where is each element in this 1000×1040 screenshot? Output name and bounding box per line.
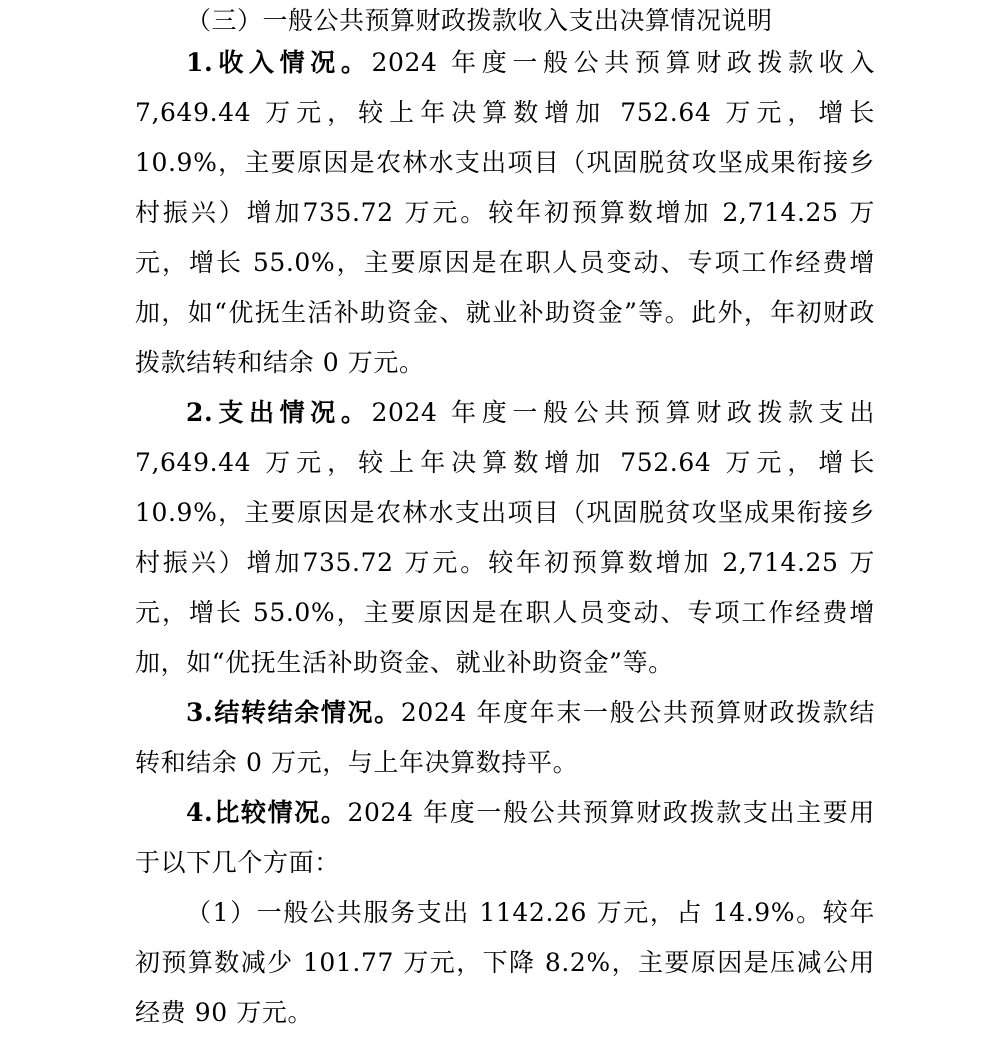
paragraph-item-general-public-services: （1）一般公共服务支出 1142.26 万元，占 14.9%。较年初预算数减少 101.77 万元，下降 8.2%，主要原因是压减公用经费 90 万元。 (135, 898, 875, 1027)
paragraph-comparison-lead: 4.比较情况。 (186, 798, 348, 827)
paragraph-comparison-text: 2024 年度一般公共预算财政拨款支出主要用于以下几个方面： (135, 798, 875, 877)
document-page (135, 0, 875, 1038)
paragraph-comparison (135, 788, 875, 888)
section-heading: （三）一般公共预算财政拨款收入支出决算情况说明 (186, 6, 773, 35)
paragraph-expenditure (135, 388, 875, 688)
paragraph-income (135, 38, 875, 388)
paragraph-carryover-lead: 3.结转结余情况。 (186, 698, 401, 727)
paragraph-carryover (135, 688, 875, 788)
paragraph-expenditure-text: 2024 年度一般公共预算财政拨款支出 7,649.44 万元，较上年决算数增加 752.64 万元，增长 10.9%，主要原因是农林水支出项目（巩固脱贫攻坚成果衔接乡村振兴）增加735.72 万元。较年初预算数增加 2,714.25 万元，增长 55.0%，主要原因是在职人员变动、专项工作经费增加，如“优抚生活补助资金、就业补助资金”等。 (135, 398, 875, 677)
paragraph-income-text: 2024 年度一般公共预算财政拨款收入 7,649.44 万元，较上年决算数增加 752.64 万元，增长 10.9%，主要原因是农林水支出项目（巩固脱贫攻坚成果衔接乡村振兴）增加735.72 万元。较年初预算数增加 2,714.25 万元，增长 55.0%，主要原因是在职人员变动、专项工作经费增加，如“优抚生活补助资金、就业补助资金”等。此外，年初财政拨款结转和结余 0 万元。 (135, 48, 875, 377)
paragraph-expenditure-lead: 2.支出情况。 (186, 398, 372, 427)
paragraph-income-lead: 1.收入情况。 (186, 48, 372, 77)
paragraph-carryover-text: 2024 年度年末一般公共预算财政拨款结转和结余 0 万元，与上年决算数持平。 (135, 698, 876, 777)
